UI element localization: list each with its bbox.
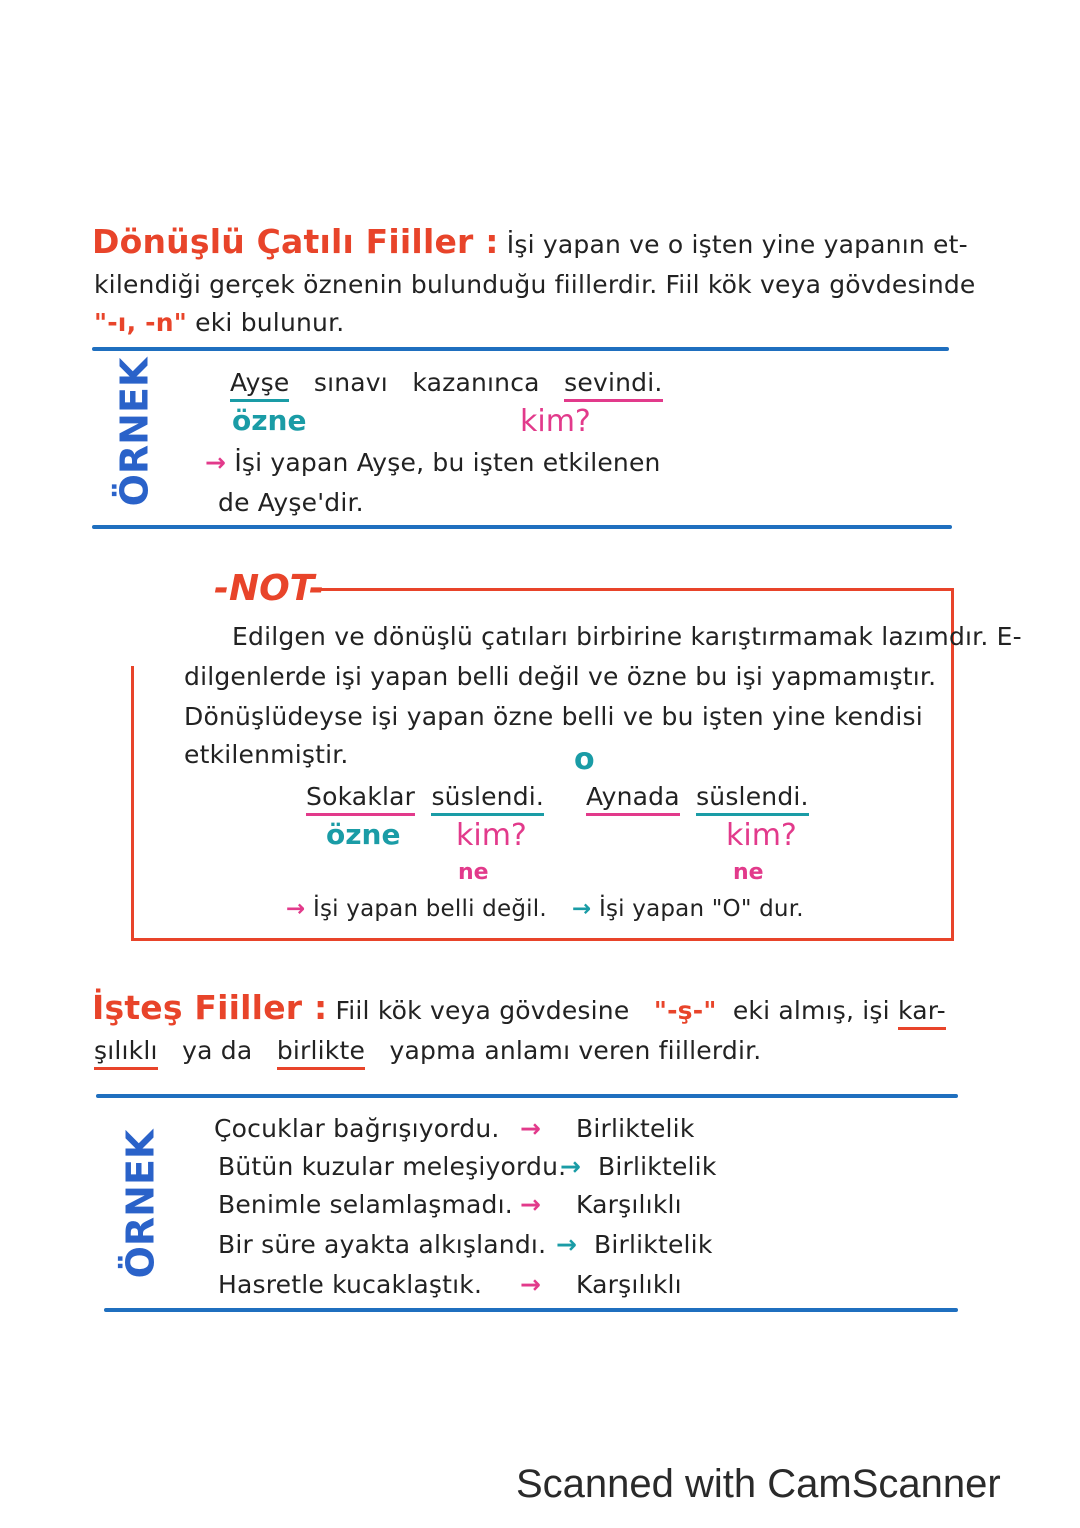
note-tag-ozne: özne [326, 818, 401, 851]
arrow-icon: → [520, 1270, 542, 1299]
note-example-a [306, 782, 544, 811]
example2-row-sentence: Hasretle kucaklaştık. [218, 1270, 483, 1299]
section1-title: Dönüşlü Çatılı Fiiller : [92, 222, 499, 261]
note-conclusion-a-text: İşi yapan belli değil. [313, 896, 547, 922]
divider [104, 1308, 958, 1312]
note-example-b-o: o [574, 742, 595, 777]
section2-line1a: Fiil kök veya gövdesine [335, 996, 630, 1025]
note-line3: Dönüşlüdeyse işi yapan özne belli ve bu işten yine kendisi [184, 702, 923, 731]
example1-word-sevindi: sevindi. [564, 368, 662, 402]
section2-line2b: ya da [182, 1036, 253, 1065]
note-conclusion-a [286, 896, 547, 922]
section1-line3-text: eki bulunur. [195, 308, 345, 337]
note-example-b-w1: Aynada [586, 782, 680, 816]
arrow-icon: → [556, 1230, 578, 1259]
divider [92, 347, 949, 351]
note-conclusion-b-text: İşi yapan "O" dur. [599, 896, 804, 922]
section1-line3 [94, 308, 344, 337]
example2-label: ÖRNEK [118, 1129, 163, 1279]
note-line4: etkilenmiştir. [184, 740, 349, 769]
note-tag-ne-a: ne [458, 860, 489, 885]
example2-row-sentence: Bütün kuzular meleşiyordu. [218, 1152, 567, 1181]
arrow-icon: → [286, 896, 306, 922]
example2-row-sentence: Bir süre ayakta alkışlandı. [218, 1230, 547, 1259]
example1-tag-kim: kim? [520, 404, 591, 439]
example1-sentence [230, 368, 663, 397]
note-tag-ne-b: ne [733, 860, 764, 885]
section1-line1 [92, 222, 968, 261]
example1-tag-ozne: özne [232, 404, 307, 437]
note-title: -NOT- [214, 568, 324, 609]
note-conclusion-b [572, 896, 804, 922]
section2-line2 [94, 1036, 761, 1065]
example1-word-kazaninca: kazanınca [412, 368, 540, 397]
note-line1: Edilgen ve dönüşlü çatıları birbirine karıştırmamak lazımdır. E- [232, 622, 1022, 651]
note-example-a-w1: Sokaklar [306, 782, 415, 816]
arrow-icon: → [560, 1152, 582, 1181]
divider [92, 525, 952, 529]
section2-title: İşteş Fiiller : [92, 988, 328, 1027]
note-box-top-border [318, 588, 954, 591]
example2-row-meaning: Birliktelik [594, 1230, 713, 1259]
section2-line1b: eki almış, işi [732, 996, 890, 1025]
section2-line2a: şılıklı [94, 1036, 158, 1070]
section1-line1-text: İşi yapan ve o işten yine yapanın et- [506, 230, 968, 259]
example1-label: ÖRNEK [112, 357, 157, 507]
note-tag-kim-a: kim? [456, 818, 527, 853]
note-example-a-w2: süslendi. [431, 782, 544, 816]
example1-explain-line2: de Ayşe'dir. [218, 488, 364, 517]
example1-explain-text1: İşi yapan Ayşe, bu işten etkilenen [234, 448, 661, 477]
example2-row-meaning: Birliktelik [598, 1152, 717, 1181]
section2-line1c: kar- [898, 996, 946, 1030]
example2-row-meaning: Karşılıklı [576, 1190, 682, 1219]
example1-word-sinavi: sınavı [313, 368, 388, 397]
example1-explain-line1 [205, 448, 661, 477]
arrow-icon: → [205, 448, 227, 477]
section2-suffix: "-ş-" [653, 996, 717, 1025]
section2-line2d: yapma anlamı veren fiillerdir. [389, 1036, 762, 1065]
arrow-icon: → [572, 896, 592, 922]
arrow-icon: → [520, 1190, 542, 1219]
section2-line2c: birlikte [277, 1036, 365, 1070]
note-example-b [586, 782, 809, 811]
divider [96, 1094, 958, 1098]
note-tag-kim-b: kim? [726, 818, 797, 853]
example2-row-sentence: Benimle selamlaşmadı. [218, 1190, 513, 1219]
arrow-icon: → [520, 1114, 542, 1143]
section2-line1 [92, 988, 946, 1027]
footer-watermark: Scanned with CamScanner [516, 1462, 1001, 1506]
note-box-left-border [131, 666, 134, 941]
example2-row-sentence: Çocuklar bağrışıyordu. [214, 1114, 500, 1143]
example2-row-meaning: Birliktelik [576, 1114, 695, 1143]
example2-row-meaning: Karşılıklı [576, 1270, 682, 1299]
example1-word-ayse: Ayşe [230, 368, 289, 402]
section1-suffix: "-ı, -n" [94, 308, 187, 337]
note-example-b-w2: süslendi. [696, 782, 809, 816]
note-line2: dilgenlerde işi yapan belli değil ve özne bu işi yapmamıştır. [184, 662, 937, 691]
section1-line2: kilendiği gerçek öznenin bulunduğu fiillerdir. Fiil kök veya gövdesinde [94, 270, 976, 299]
